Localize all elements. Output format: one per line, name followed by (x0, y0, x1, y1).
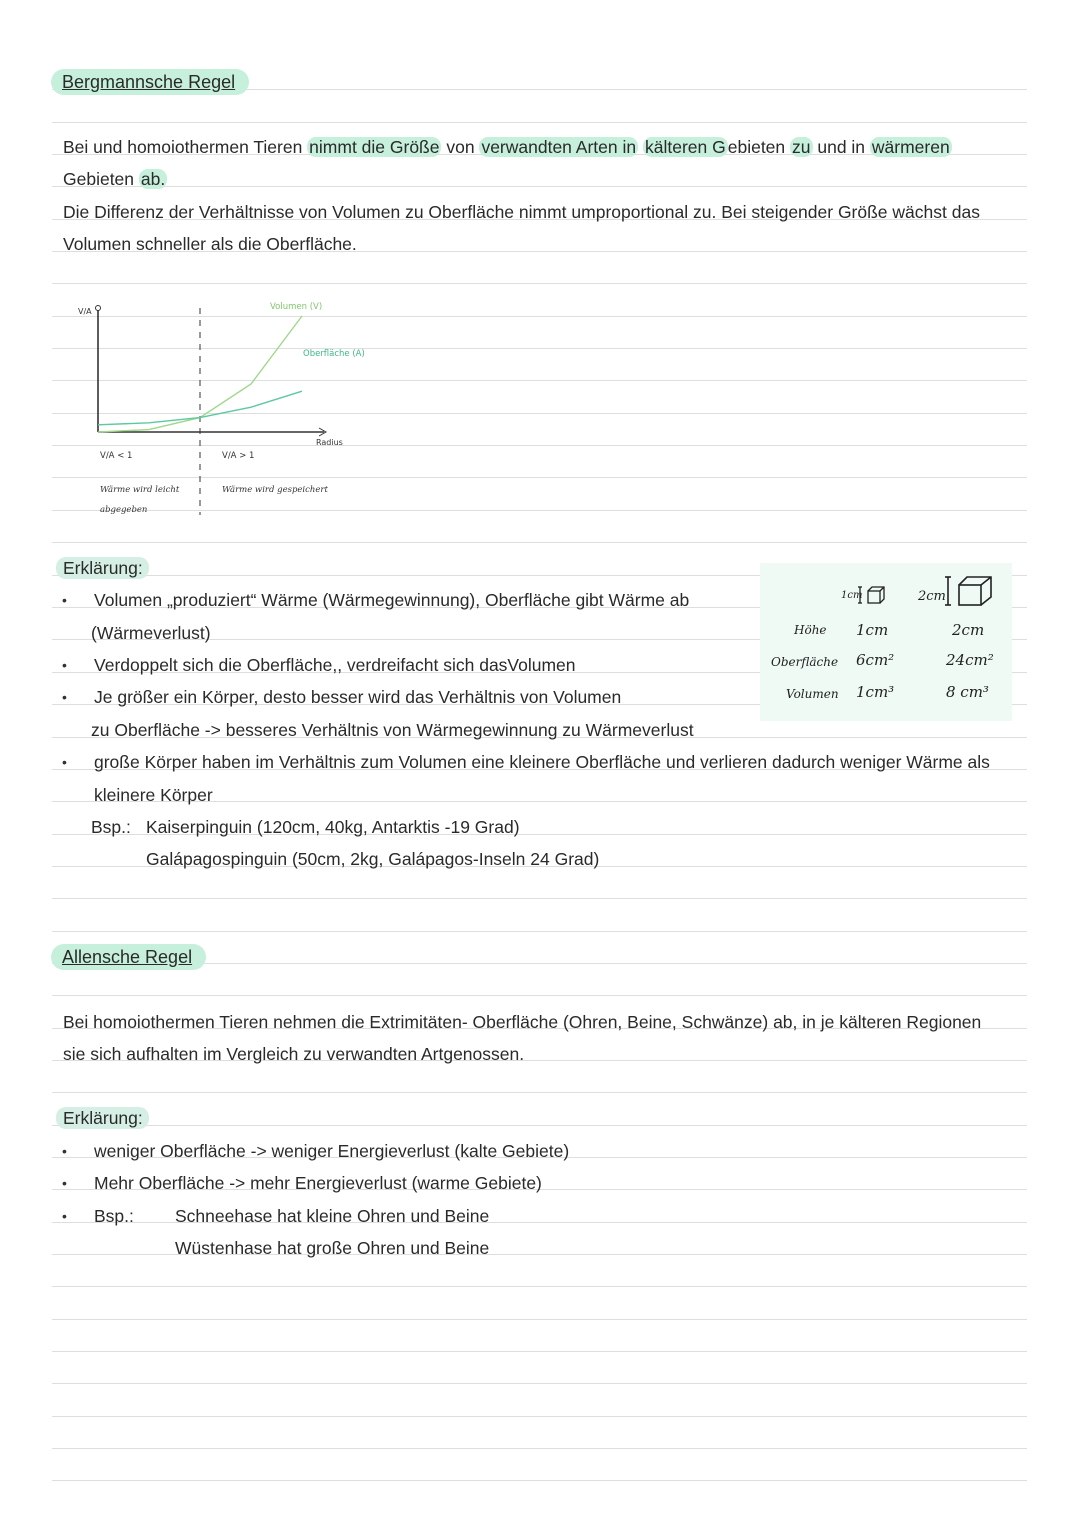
allen-paragraph-line-2: sie sich aufhalten im Vergleich zu verwandten Artgenossen. (63, 1044, 525, 1064)
explanation-heading-2: Erklärung: (56, 1107, 149, 1129)
ruled-line (52, 1351, 1027, 1352)
value-volumen-small: 1cm³ (856, 683, 895, 701)
ruled-line (52, 931, 1027, 932)
allen-paragraph-line-1: Bei homoiothermen Tieren nehmen die Extrimitäten- Oberfläche (Ohren, Beine, Schwänze) ab, in je kälteren Regionen (63, 1012, 982, 1032)
y-axis-label: V/A (78, 307, 92, 316)
bergmann-paragraph-2-line-2: Volumen schneller als die Oberfläche. (63, 234, 357, 254)
ruled-line (52, 122, 1027, 123)
highlighted-text: wärmeren (871, 137, 950, 157)
bergmann-paragraph-line-1 (63, 136, 952, 158)
cube-large-label: 2cm (918, 589, 946, 604)
ruled-line (52, 1125, 1027, 1126)
bergmann-paragraph-line-2 (63, 168, 167, 190)
highlighted-text: nimmt die Größe (309, 137, 440, 157)
ruled-line (52, 1092, 1027, 1093)
explanation-2-bullet-2: Mehr Oberfläche -> mehr Energieverlust (warme Gebiete) (94, 1173, 542, 1193)
row-label-volumen: Volumen (786, 687, 839, 701)
volume-surface-chart (60, 290, 480, 530)
bullet-dot: • (62, 657, 67, 673)
example-wuestenhase: Wüstenhase hat große Ohren und Beine (175, 1238, 490, 1258)
ruled-line (52, 542, 1027, 543)
example-galapagospinguin: Galápagospinguin (50cm, 2kg, Galápagos-Inseln 24 Grad) (146, 849, 600, 869)
legend-surface: Oberfläche (A) (303, 349, 365, 359)
highlighted-text: verwandten Arten in (481, 137, 637, 157)
highlighted-text: ab. (140, 169, 166, 189)
bullet-dot: • (62, 592, 67, 608)
explanation-1-bullet-3-line-2: zu Oberfläche -> besseres Verhältnis von Wärmegewinnung zu Wärmeverlust (91, 720, 694, 740)
text-segment: ebieten (727, 137, 791, 157)
example-schneehase: Schneehase hat kleine Ohren und Beine (175, 1206, 490, 1226)
bullet-dot: • (62, 1143, 67, 1159)
bullet-dot: • (62, 1175, 67, 1191)
row-label-oberflaeche: Oberfläche (771, 655, 839, 669)
explanation-1-bullet-1-line-1: Volumen „produziert“ Wärme (Wärmegewinnung), Oberfläche gibt Wärme ab (94, 590, 690, 610)
example-label-1: Bsp.: (91, 817, 131, 837)
bullet-dot: • (62, 689, 67, 705)
ruled-line (52, 1319, 1027, 1320)
value-hoehe-large: 2cm (952, 621, 985, 639)
text-segment: Bei und homoiothermen Tieren (63, 137, 308, 157)
highlighted-text: zu (792, 137, 811, 157)
small-cube-icon (858, 584, 888, 606)
explanation-1-bullet-1-line-2: (Wärmeverlust) (91, 623, 211, 643)
example-label-2: Bsp.: (94, 1206, 134, 1226)
y-axis-arrow-head (96, 306, 101, 311)
section-title-allen: Allensche Regel (51, 944, 206, 970)
explanation-1-bullet-3-line-1: Je größer ein Körper, desto besser wird das Verhältnis von Volumen (94, 687, 622, 707)
ruled-line (52, 1480, 1027, 1481)
left-note-line-2: abgegeben (100, 505, 148, 515)
value-hoehe-small: 1cm (856, 621, 889, 639)
explanation-1-bullet-4-line-2: kleinere Körper (94, 785, 213, 805)
bullet-dot: • (62, 1208, 67, 1224)
example-kaiserpinguin: Kaiserpinguin (120cm, 40kg, Antarktis -19 Grad) (146, 817, 520, 837)
ruled-line (52, 1286, 1027, 1287)
highlighted-text: kälteren G (645, 137, 726, 157)
text-segment: von (441, 137, 480, 157)
ruled-line (52, 1383, 1027, 1384)
text-segment: Gebieten (63, 169, 139, 189)
x-axis-label: Radius (316, 438, 343, 447)
section-title-bergmann: Bergmannsche Regel (51, 69, 249, 95)
explanation-1-bullet-2: Verdoppelt sich die Oberfläche,, verdreifacht sich dasVolumen (94, 655, 576, 675)
ruled-line (52, 898, 1027, 899)
value-oberflaeche-large: 24cm² (946, 651, 994, 669)
ruled-line (52, 186, 1027, 187)
right-note: Wärme wird gespeichert (222, 485, 328, 495)
left-note-line-1: Wärme wird leicht (100, 485, 180, 495)
left-ratio-label: V/A < 1 (100, 451, 133, 461)
ruled-line (52, 283, 1027, 284)
text-segment: und in (812, 137, 870, 157)
bullet-dot: • (62, 754, 67, 770)
explanation-2-bullet-1: weniger Oberfläche -> weniger Energieverlust (kalte Gebiete) (94, 1141, 570, 1161)
ruled-line (52, 995, 1027, 996)
large-cube-icon (945, 574, 995, 608)
cube-small-label: 1cm (841, 590, 863, 601)
ruled-line (52, 1448, 1027, 1449)
explanation-heading-1: Erklärung: (56, 557, 149, 579)
row-label-hoehe: Höhe (794, 623, 827, 637)
explanation-1-bullet-4-line-1: große Körper haben im Verhältnis zum Volumen eine kleinere Oberfläche und verlieren dadurch weniger Wärme als (94, 752, 990, 772)
legend-volume: Volumen (V) (270, 302, 323, 312)
value-volumen-large: 8 cm³ (946, 683, 989, 701)
value-oberflaeche-small: 6cm² (856, 651, 895, 669)
bergmann-paragraph-2-line-1: Die Differenz der Verhältnisse von Volumen zu Oberfläche nimmt umproportional zu. Bei steigender Größe wächst das (63, 202, 980, 222)
right-ratio-label: V/A > 1 (222, 451, 255, 461)
ruled-line (52, 1416, 1027, 1417)
